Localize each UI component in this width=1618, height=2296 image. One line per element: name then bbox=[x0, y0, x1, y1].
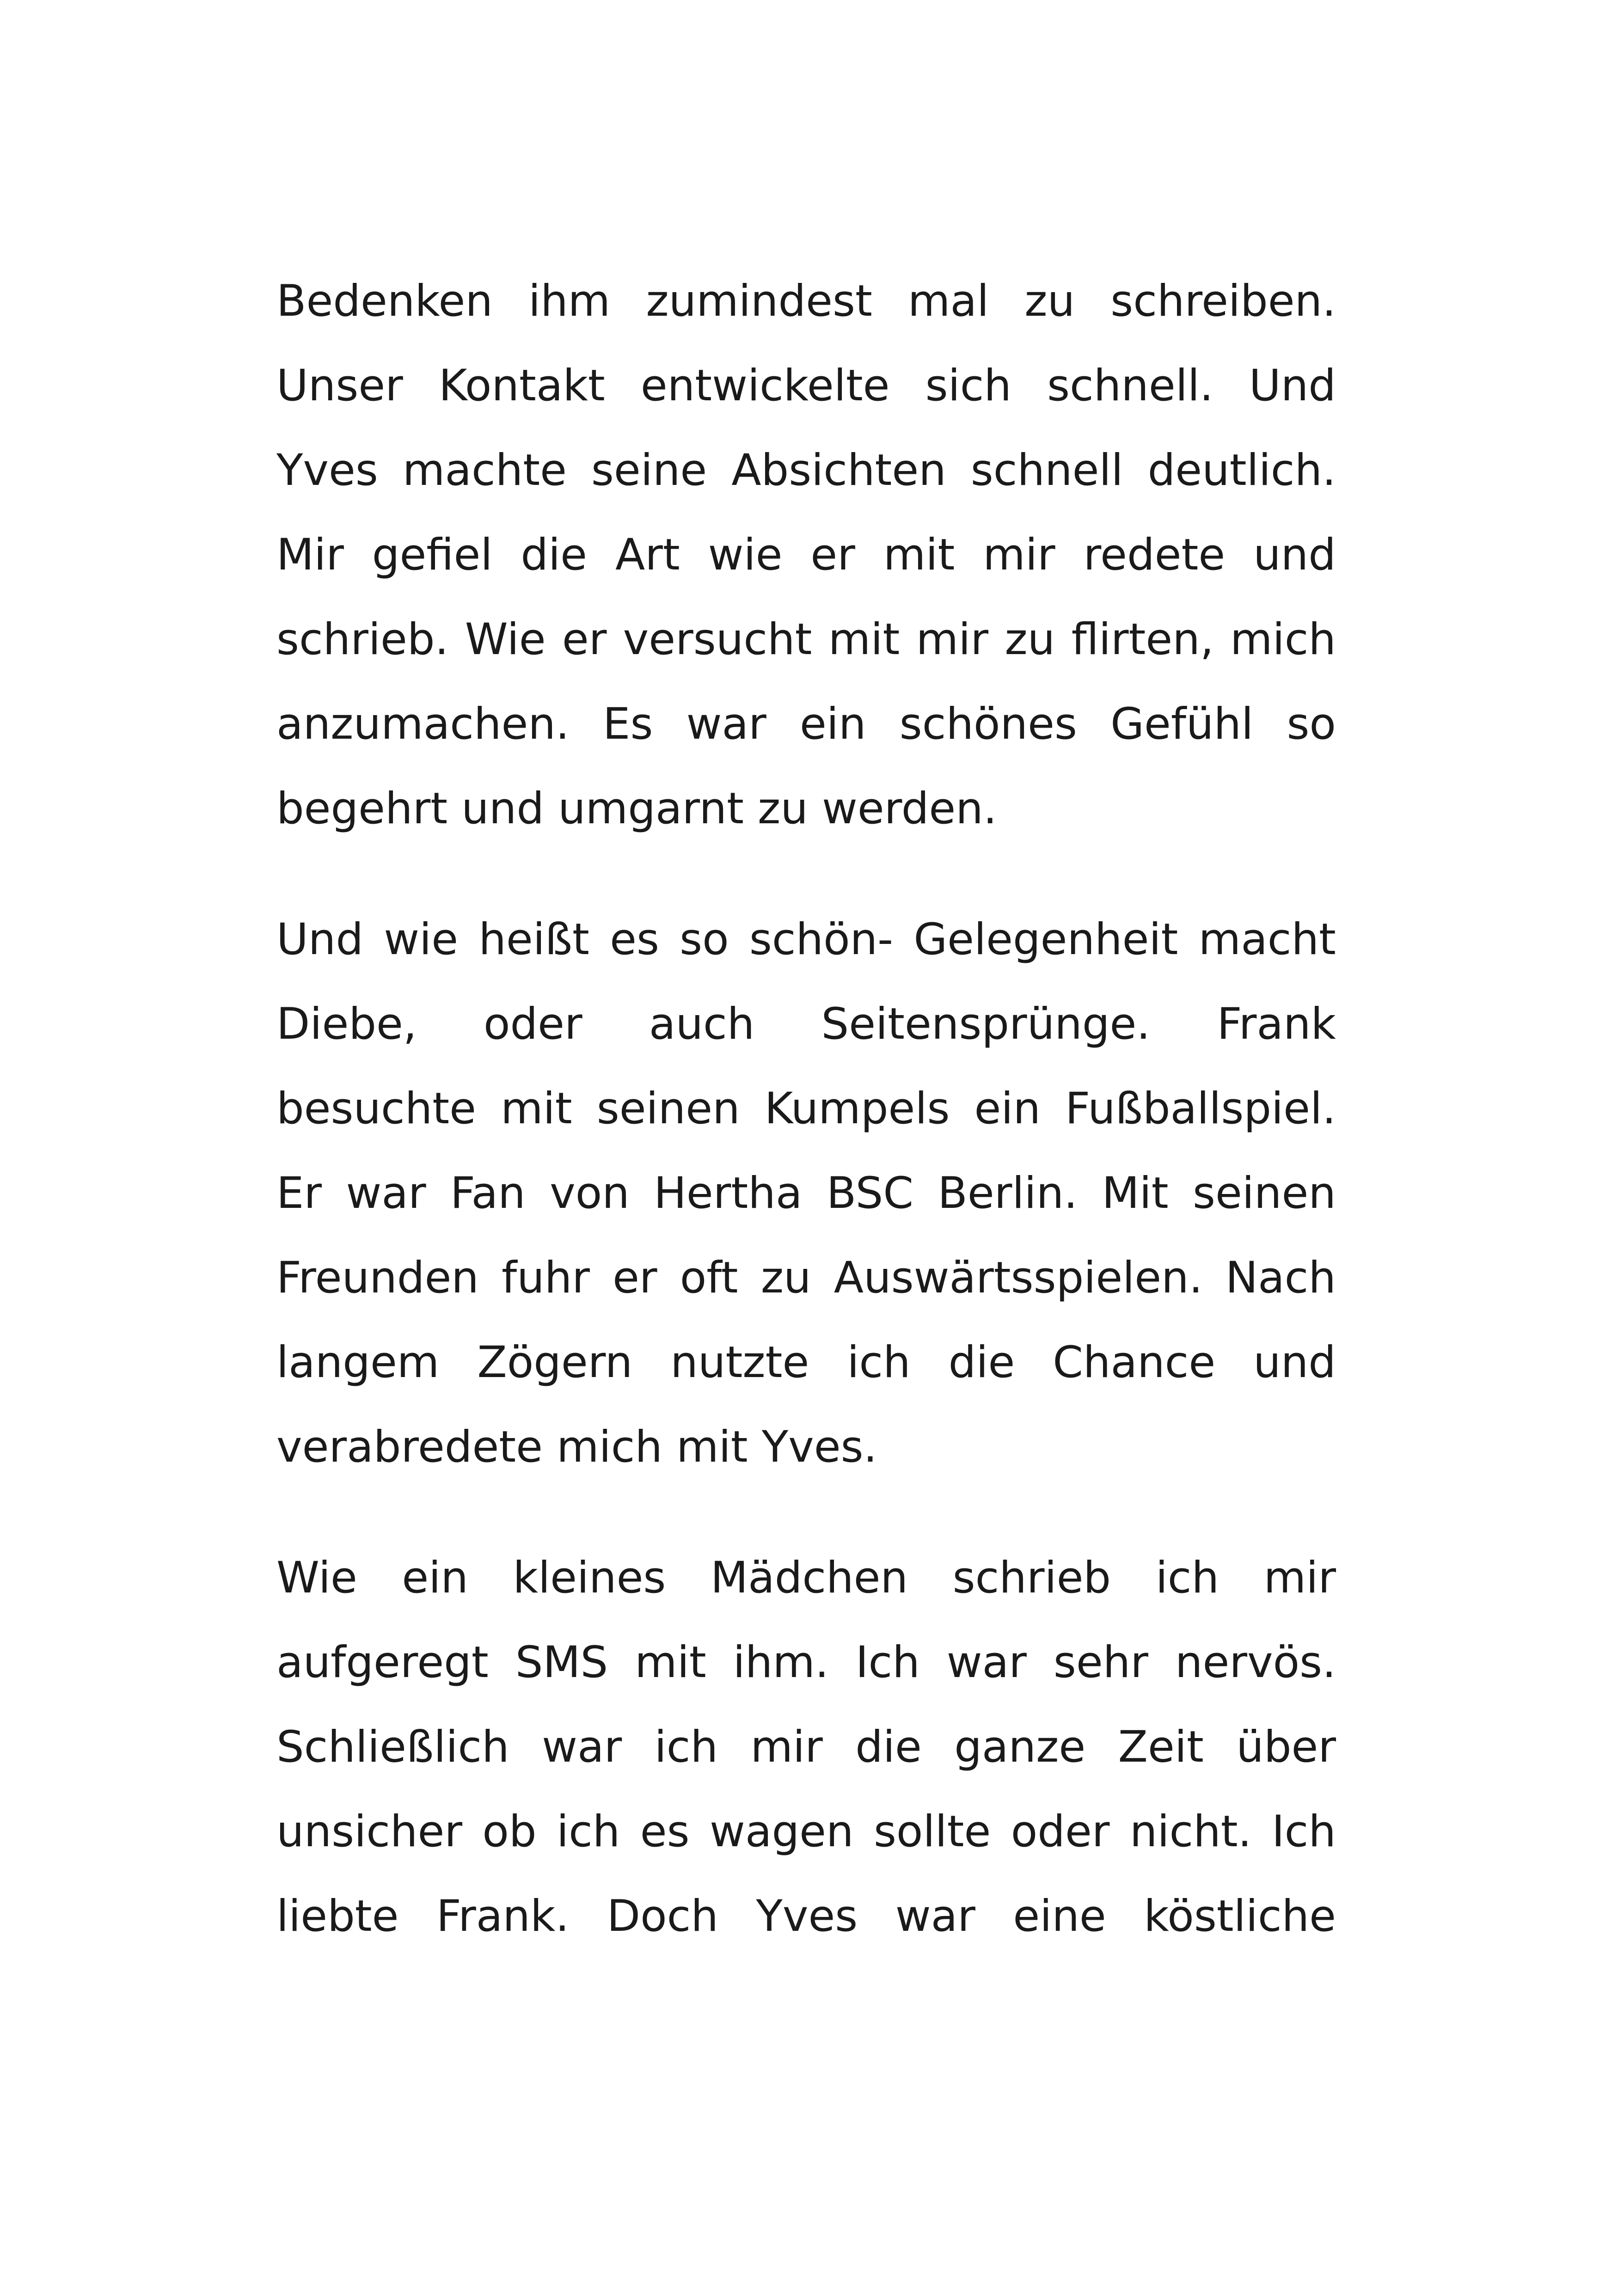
word: oft bbox=[680, 1253, 738, 1303]
word: seinen bbox=[596, 1084, 740, 1134]
word: oder bbox=[483, 999, 582, 1049]
word: sich bbox=[925, 361, 1011, 411]
paragraph-3 bbox=[276, 1536, 1336, 1959]
word: mir bbox=[1263, 1553, 1336, 1603]
word: besuchte bbox=[276, 1084, 476, 1134]
word: er bbox=[562, 614, 607, 665]
word: Ich bbox=[855, 1637, 920, 1688]
word: mit bbox=[635, 1637, 706, 1688]
word: BSC bbox=[826, 1168, 913, 1218]
word: sehr bbox=[1053, 1637, 1148, 1688]
word: eine bbox=[1013, 1891, 1106, 1941]
word: zumindest bbox=[646, 276, 872, 326]
word: es bbox=[640, 1806, 690, 1857]
word: gefiel bbox=[372, 530, 493, 580]
text-line bbox=[276, 597, 1336, 682]
word: die bbox=[948, 1337, 1015, 1388]
word: werden. bbox=[822, 784, 997, 834]
text-line bbox=[276, 259, 1336, 343]
text-line bbox=[276, 897, 1336, 982]
word: heißt bbox=[478, 914, 589, 965]
word: so bbox=[1287, 699, 1336, 749]
word: fuhr bbox=[502, 1253, 590, 1303]
word: nutzte bbox=[670, 1337, 809, 1388]
word: zu bbox=[1024, 276, 1075, 326]
word: schrieb bbox=[952, 1553, 1111, 1603]
word: köstliche bbox=[1144, 1891, 1336, 1941]
word: Frank. bbox=[436, 1891, 570, 1941]
word: ihm. bbox=[733, 1637, 829, 1688]
text-line bbox=[276, 1620, 1336, 1705]
word: langem bbox=[276, 1337, 440, 1388]
text-line bbox=[276, 1320, 1336, 1405]
word: wagen bbox=[709, 1806, 854, 1857]
text-line bbox=[276, 1789, 1336, 1874]
word: Chance bbox=[1053, 1337, 1216, 1388]
word: machte bbox=[402, 445, 567, 496]
text-line bbox=[276, 1536, 1336, 1620]
text-line bbox=[276, 343, 1336, 428]
word: die bbox=[521, 530, 588, 580]
word: zu bbox=[760, 1253, 811, 1303]
word: mit bbox=[501, 1084, 572, 1134]
text-line bbox=[276, 766, 1336, 851]
word: schön- bbox=[749, 914, 894, 965]
word: schrieb. bbox=[276, 614, 449, 665]
word: ein bbox=[974, 1084, 1041, 1134]
word: Nach bbox=[1225, 1253, 1336, 1303]
word: schönes bbox=[899, 699, 1077, 749]
word: schnell bbox=[970, 445, 1123, 496]
word: mir bbox=[916, 614, 988, 665]
word: Schließlich bbox=[276, 1722, 509, 1772]
word: Kumpels bbox=[764, 1084, 950, 1134]
word: Gelegenheit bbox=[913, 914, 1178, 965]
word: die bbox=[855, 1722, 922, 1772]
word: verabredete bbox=[276, 1422, 543, 1472]
word: Ich bbox=[1271, 1806, 1336, 1857]
word: oder bbox=[1011, 1806, 1110, 1857]
word: schreiben. bbox=[1110, 276, 1336, 326]
text-line bbox=[276, 428, 1336, 513]
word: er bbox=[613, 1253, 657, 1303]
text-line bbox=[276, 682, 1336, 766]
word: war bbox=[346, 1168, 426, 1218]
word: versucht bbox=[623, 614, 812, 665]
word: über bbox=[1236, 1722, 1336, 1772]
word: war bbox=[895, 1891, 975, 1941]
word: wie bbox=[384, 914, 459, 965]
word: Bedenken bbox=[276, 276, 493, 326]
word: ein bbox=[800, 699, 866, 749]
word: er bbox=[810, 530, 855, 580]
word: Unser bbox=[276, 361, 403, 411]
word: war bbox=[946, 1637, 1027, 1688]
word: zu bbox=[1005, 614, 1055, 665]
word: Seitensprünge. bbox=[821, 999, 1151, 1049]
word: ich bbox=[847, 1337, 911, 1388]
word: Zögern bbox=[477, 1337, 633, 1388]
word: und bbox=[461, 784, 544, 834]
paragraph-2 bbox=[276, 897, 1336, 1489]
word: Wie bbox=[465, 614, 546, 665]
word: Yves bbox=[756, 1891, 858, 1941]
word: kleines bbox=[513, 1553, 666, 1603]
word: nicht. bbox=[1129, 1806, 1252, 1857]
word: seinen bbox=[1192, 1168, 1336, 1218]
paragraph-1 bbox=[276, 259, 1336, 851]
word: mir bbox=[983, 530, 1055, 580]
word: Freunden bbox=[276, 1253, 479, 1303]
word: flirten, bbox=[1071, 614, 1214, 665]
word: Frank bbox=[1217, 999, 1336, 1049]
word: Yves bbox=[276, 445, 378, 496]
word: SMS bbox=[515, 1637, 608, 1688]
word: Zeit bbox=[1118, 1722, 1204, 1772]
word: liebte bbox=[276, 1891, 399, 1941]
word: umgarnt bbox=[558, 784, 744, 834]
text-line bbox=[276, 1405, 1336, 1489]
word: redete bbox=[1083, 530, 1226, 580]
word: Fan bbox=[450, 1168, 526, 1218]
word: mich bbox=[557, 1422, 663, 1472]
text-line bbox=[276, 1874, 1336, 1959]
word: deutlich. bbox=[1147, 445, 1336, 496]
word: Fußballspiel. bbox=[1065, 1084, 1336, 1134]
word: von bbox=[550, 1168, 630, 1218]
word: Doch bbox=[607, 1891, 718, 1941]
word: Berlin. bbox=[938, 1168, 1078, 1218]
body-text bbox=[276, 259, 1336, 2005]
word: unsicher bbox=[276, 1806, 462, 1857]
word: und bbox=[1253, 1337, 1336, 1388]
word: mit bbox=[676, 1422, 748, 1472]
word: war bbox=[686, 699, 766, 749]
text-line bbox=[276, 1705, 1336, 1789]
word: mal bbox=[907, 276, 989, 326]
word: so bbox=[680, 914, 729, 965]
word: Absichten bbox=[731, 445, 946, 496]
word: mich bbox=[1230, 614, 1336, 665]
word: ein bbox=[402, 1553, 468, 1603]
word: Kontakt bbox=[438, 361, 605, 411]
word: mit bbox=[828, 614, 900, 665]
word: Hertha bbox=[654, 1168, 803, 1218]
word: Mädchen bbox=[710, 1553, 908, 1603]
text-line bbox=[276, 1151, 1336, 1236]
word: war bbox=[542, 1722, 622, 1772]
word: macht bbox=[1198, 914, 1336, 965]
word: Mir bbox=[276, 530, 344, 580]
word: sollte bbox=[873, 1806, 991, 1857]
word: entwickelte bbox=[640, 361, 890, 411]
word: anzumachen. bbox=[276, 699, 570, 749]
word: seine bbox=[591, 445, 707, 496]
word: mit bbox=[883, 530, 955, 580]
word: ich bbox=[654, 1722, 718, 1772]
word: wie bbox=[708, 530, 783, 580]
word: es bbox=[610, 914, 659, 965]
word: Gefühl bbox=[1110, 699, 1254, 749]
word: Auswärtsspielen. bbox=[834, 1253, 1203, 1303]
word: Er bbox=[276, 1168, 322, 1218]
word: ich bbox=[1155, 1553, 1220, 1603]
word: Und bbox=[1249, 361, 1336, 411]
word: aufgeregt bbox=[276, 1637, 489, 1688]
word: Und bbox=[276, 914, 364, 965]
word: Art bbox=[615, 530, 680, 580]
text-line bbox=[276, 513, 1336, 597]
word: und bbox=[1253, 530, 1336, 580]
text-line bbox=[276, 1066, 1336, 1151]
word: Diebe, bbox=[276, 999, 417, 1049]
text-line bbox=[276, 1236, 1336, 1320]
word: ihm bbox=[528, 276, 611, 326]
word: Mit bbox=[1102, 1168, 1169, 1218]
word: ich bbox=[556, 1806, 620, 1857]
word: zu bbox=[758, 784, 808, 834]
text-line bbox=[276, 982, 1336, 1066]
word: auch bbox=[649, 999, 755, 1049]
word: ob bbox=[482, 1806, 537, 1857]
word: Wie bbox=[276, 1553, 357, 1603]
word: Es bbox=[603, 699, 653, 749]
word: nervös. bbox=[1175, 1637, 1336, 1688]
word: mir bbox=[750, 1722, 823, 1772]
word: ganze bbox=[954, 1722, 1086, 1772]
word: Yves. bbox=[761, 1422, 877, 1472]
word: schnell. bbox=[1047, 361, 1214, 411]
word: begehrt bbox=[276, 784, 448, 834]
